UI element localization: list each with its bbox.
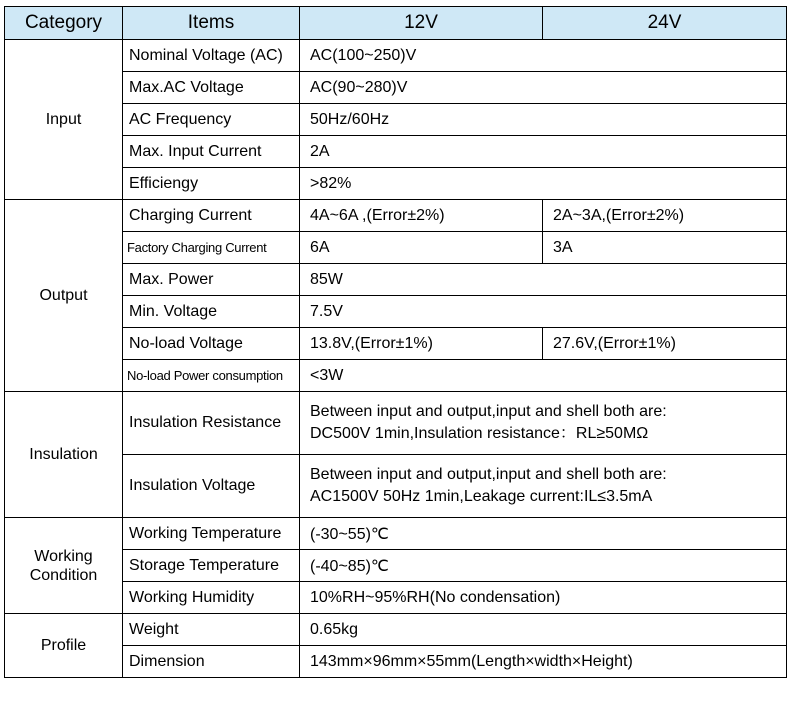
item-value: (-40~85)℃: [300, 550, 787, 582]
table-row: [5, 232, 787, 264]
value-line: Between input and output,input and shell both are:: [310, 403, 667, 420]
value-line: DC500V 1min,Insulation resistance：RL≥50MΩ: [310, 425, 649, 442]
category-line: Condition: [29, 566, 98, 584]
item-value: 7.5V: [300, 296, 787, 328]
item-value-24v: 2A~3A,(Error±2%): [543, 200, 787, 232]
item-value-12v: 6A: [300, 232, 543, 264]
item-value: 50Hz/60Hz: [300, 104, 787, 136]
table-row: [5, 40, 787, 72]
table-row: [5, 136, 787, 168]
table-row: [5, 614, 787, 646]
table-row: [5, 360, 787, 392]
item-label: Storage Temperature: [123, 550, 300, 582]
header-row: [5, 7, 787, 40]
category-working-condition: [5, 518, 123, 614]
item-label: Max. Power: [123, 264, 300, 296]
value-line: Between input and output,input and shell both are:: [310, 466, 667, 483]
header-category: Category: [5, 7, 123, 40]
item-label: Factory Charging Current: [123, 232, 300, 264]
item-label: Max. Input Current: [123, 136, 300, 168]
item-value: [300, 392, 787, 455]
item-label: Nominal Voltage (AC): [123, 40, 300, 72]
header-12v: 12V: [300, 7, 543, 40]
category-insulation: Insulation: [5, 392, 123, 518]
table-row: [5, 392, 787, 455]
item-label: Weight: [123, 614, 300, 646]
category-input: Input: [5, 40, 123, 200]
item-label: Min. Voltage: [123, 296, 300, 328]
item-value-24v: 27.6V,(Error±1%): [543, 328, 787, 360]
item-value: (-30~55)℃: [300, 518, 787, 550]
category-profile: Profile: [5, 614, 123, 678]
table-row: [5, 72, 787, 104]
item-label: AC Frequency: [123, 104, 300, 136]
item-value: >82%: [300, 168, 787, 200]
table-row: [5, 264, 787, 296]
category-output: Output: [5, 200, 123, 392]
item-label: Insulation Resistance: [123, 392, 300, 455]
item-label: Efficiengy: [123, 168, 300, 200]
header-24v: 24V: [543, 7, 787, 40]
item-value: AC(100~250)V: [300, 40, 787, 72]
table-row: [5, 200, 787, 232]
header-items: Items: [123, 7, 300, 40]
item-label: No-load Voltage: [123, 328, 300, 360]
category-line: Working: [34, 547, 93, 565]
item-value: 2A: [300, 136, 787, 168]
item-value: 10%RH~95%RH(No condensation): [300, 582, 787, 614]
item-label: Working Humidity: [123, 582, 300, 614]
table-row: [5, 582, 787, 614]
table-row: [5, 296, 787, 328]
table-row: [5, 455, 787, 518]
item-value-24v: 3A: [543, 232, 787, 264]
item-value: 85W: [300, 264, 787, 296]
item-label: Working Temperature: [123, 518, 300, 550]
item-label: Charging Current: [123, 200, 300, 232]
item-value: 0.65kg: [300, 614, 787, 646]
item-value: [300, 455, 787, 518]
spec-table-container: [4, 6, 787, 678]
item-value: AC(90~280)V: [300, 72, 787, 104]
item-label: No-load Power consumption: [123, 360, 300, 392]
table-row: [5, 328, 787, 360]
item-value-12v: 4A~6A ,(Error±2%): [300, 200, 543, 232]
item-label: Insulation Voltage: [123, 455, 300, 518]
table-row: [5, 550, 787, 582]
item-value-12v: 13.8V,(Error±1%): [300, 328, 543, 360]
item-label: Dimension: [123, 646, 300, 678]
item-value: 143mm×96mm×55mm(Length×width×Height): [300, 646, 787, 678]
table-row: [5, 646, 787, 678]
table-row: [5, 168, 787, 200]
table-row: [5, 518, 787, 550]
value-line: AC1500V 50Hz 1min,Leakage current:IL≤3.5mA: [310, 488, 653, 505]
item-label: Max.AC Voltage: [123, 72, 300, 104]
spec-table: [4, 6, 787, 678]
table-row: [5, 104, 787, 136]
item-value: <3W: [300, 360, 787, 392]
